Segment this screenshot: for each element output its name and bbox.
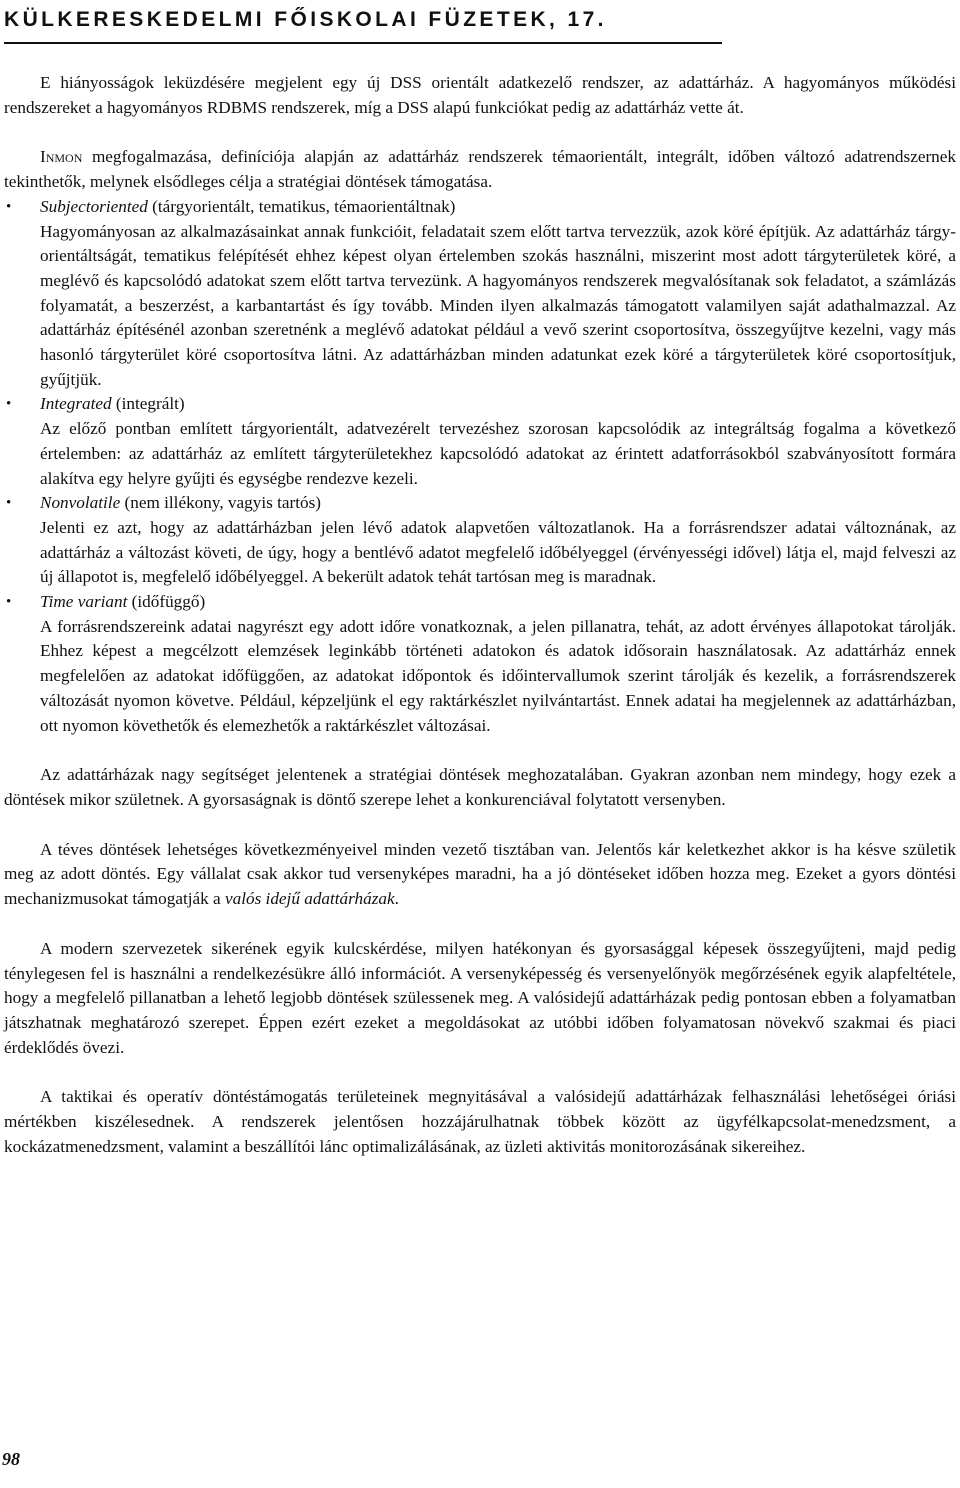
paragraph-end: . (394, 889, 399, 909)
paragraph-strategic-decisions: Az adattárházak nagy segítséget jelentenek a stratégiai döntések meghozatalában. Gyakran azonban nem mindegy, hogy ezek a döntések mikor születnek. A gyorsaságnak is döntő szerepe lehet a konkurenciával folytatott versenyben. (4, 765, 956, 809)
bullet-icon: • (6, 396, 12, 413)
list-item-nonvolatile (4, 491, 956, 590)
bullet-icon: • (6, 198, 12, 215)
intro-paragraph-2 (4, 145, 956, 194)
document-page (4, 0, 956, 1159)
term-label: Nonvolatile (40, 493, 121, 513)
term-gloss: (időfüggő) (127, 592, 206, 612)
term-label: Integrated (40, 394, 112, 414)
list-item-body: Az előző pontban említett tárgyorientált, adatvezérelt tervezéshez szorosan kapcsolódik az integráltság fogalma a következő értelemben: az adattárház az említett tárgyterületekhez kapcsolódó adatokat az érintett adatforrásokból szabványosított formára alakítva egy helyre gyűjti és egységbe rendezve kezeli. (40, 419, 956, 488)
header-rule (4, 42, 722, 44)
list-item-heading (40, 392, 956, 417)
definition-text: megfogalmazása, definíciója alapján az adattárház rendszerek témaorientált, integrált, időben változó adatrendszernek tekinthetők, melynek elsődleges célja a stratégiai döntések támogatása. (4, 147, 956, 192)
list-item-body: A forrásrendszereink adatai nagyrészt egy adott időre vonatkoznak, a jelen pillanatra, tehát, az adott érvényes állapotokat tárolják. Ehhez képest a megcélzott elemzések leginkább történeti adatokon és adatok idősorain használatosak. Az adattárház ennek megfelelően az adatokat időfüggően, az adatokat időpontok és időintervallumok szerint tárolják és kezelik, a forrásrendszerek változását nyomon követve. Például, képzeljünk el egy raktárkészlet nyilvántartást. Ennek adatai ha megjelennek az adattárházban, ott nyomon követhetők és elemezhetők a raktárkészlet változásai. (40, 616, 956, 735)
term-gloss: (nem illékony, vagyis tartós) (120, 493, 321, 513)
list-item-heading (40, 491, 956, 516)
list-item-heading (40, 195, 956, 220)
bullet-icon: • (6, 594, 12, 611)
term-gloss: (tárgyorientált, tematikus, témaorientáltnak) (147, 196, 456, 216)
paragraph-wrong-decisions (4, 838, 956, 912)
body-text (4, 71, 956, 1159)
term-label: Subjectoriented (40, 196, 148, 216)
list-item-body: Hagyományosan az alkalmazásainkat annak funkcióit, feladatait szem előtt tartva tervezzük, azok köré építjük. Az adattárház tárgy-orientáltságát, tematikus felépítését ehhez képest olyan értelemben szokás használni, miszerint most adott tárgyterületek köré, a meglévő és kapcsolódó adatokat szem előtt tartva tervezünk. A hagyományos rendszerek megvalósítanak sok feladatot, a számlázás folyamatát, a beszerzést, a karbantartást és így tovább. Minden ilyen alkalmazás támogatott valamilyen saját adathalmazzal. Az adattárház építésénél azonban szeretnénk a meglévő adatokat például a vevő szerint csoportosítva, összegyűjtve kezelni, vagy más hasonló tárgyterület köré csoportosítva látni. Az adattárházban minden adatunkat ezek köré a tárgyterületek köré csoportosítjuk, gyűjtjük. (40, 221, 956, 389)
author-name: Inmon (40, 147, 83, 167)
paragraph-tactical-support: A taktikai és operatív döntéstámogatás területeinek megnyitásával a valósidejű adattárházak felhasználási lehetőségei óriási mértékben kiszélesednek. A rendszerek jelentősen hozzájárulhatnak többek között az ügyfélkapcsolat-menedzsment, a kockázatmenedzsment, valamint a beszállítói lánc optimalizálásának, az üzleti aktivitás monitorozásának sikereihez. (4, 1087, 956, 1156)
paragraph-text: A téves döntések lehetséges következményeivel minden vezető tisztában van. Jelentős kár keletkezhet akkor is ha késve születik meg az adott döntés. Egy vállalat csak akkor tud versenyképes maradni, ha a jó döntéseket időben hozza meg. Ezeket a gyors döntési mechanizmusokat támogatják a (4, 839, 956, 909)
paragraph-modern-organizations: A modern szervezetek sikerének egyik kulcskérdése, milyen hatékonyan és gyorsasággal képesek összegyűjteni, majd pedig ténylegesen fel is használni a rendelkezésükre álló információt. A versenyképesség és versenyelőnyök megőrzésének egyik alapfeltétele, hogy a megfelelő pillanatban a lehető legjobb döntések szülessenek meg. A valósidejű adattárházak pedig pontosan ebben a folyamatban játszhatnak meghatározó szerepet. Éppen ezért ezeket a megoldásokat az utóbbi időben folyamatosan növekvő szakmai és piaci érdeklődés övezi. (4, 938, 956, 1057)
list-item-integrated (4, 392, 956, 491)
intro-paragraph-1: E hiányosságok leküzdésére megjelent egy új DSS orientált adatkezelő rendszer, az adattárház. A hagyományos működési rendszereket a hagyományos RDBMS rendszerek, míg a DSS alapú funkciókat pedig az adattárház vette át. (4, 73, 956, 117)
emphasized-term: valós idejű adattárházak (224, 889, 395, 909)
page-number: 98 (2, 1449, 20, 1469)
term-label: Time variant (40, 592, 128, 612)
term-gloss: (integrált) (111, 394, 185, 414)
list-item-body: Jelenti ez azt, hogy az adattárházban jelen lévő adatok alapvetően változatlanok. Ha a forrásrendszer adatai változnának, az adattárház a változást követi, de úgy, hogy a bentlévő adatot megfelelő időbélyeggel (érvényességi idővel) látja el, majd felveszi az új állapotot is, megfelelő időbélyeggel. A bekerült adatok tehát tartósan meg is maradnak. (40, 517, 956, 587)
list-item-subject-oriented (4, 195, 956, 393)
list-item-heading (40, 590, 956, 615)
running-header: KÜLKERESKEDELMI FŐISKOLAI FÜZETEK, 17. (4, 8, 607, 31)
bullet-icon: • (6, 495, 12, 512)
characteristics-list (4, 195, 956, 738)
list-item-time-variant (4, 590, 956, 738)
